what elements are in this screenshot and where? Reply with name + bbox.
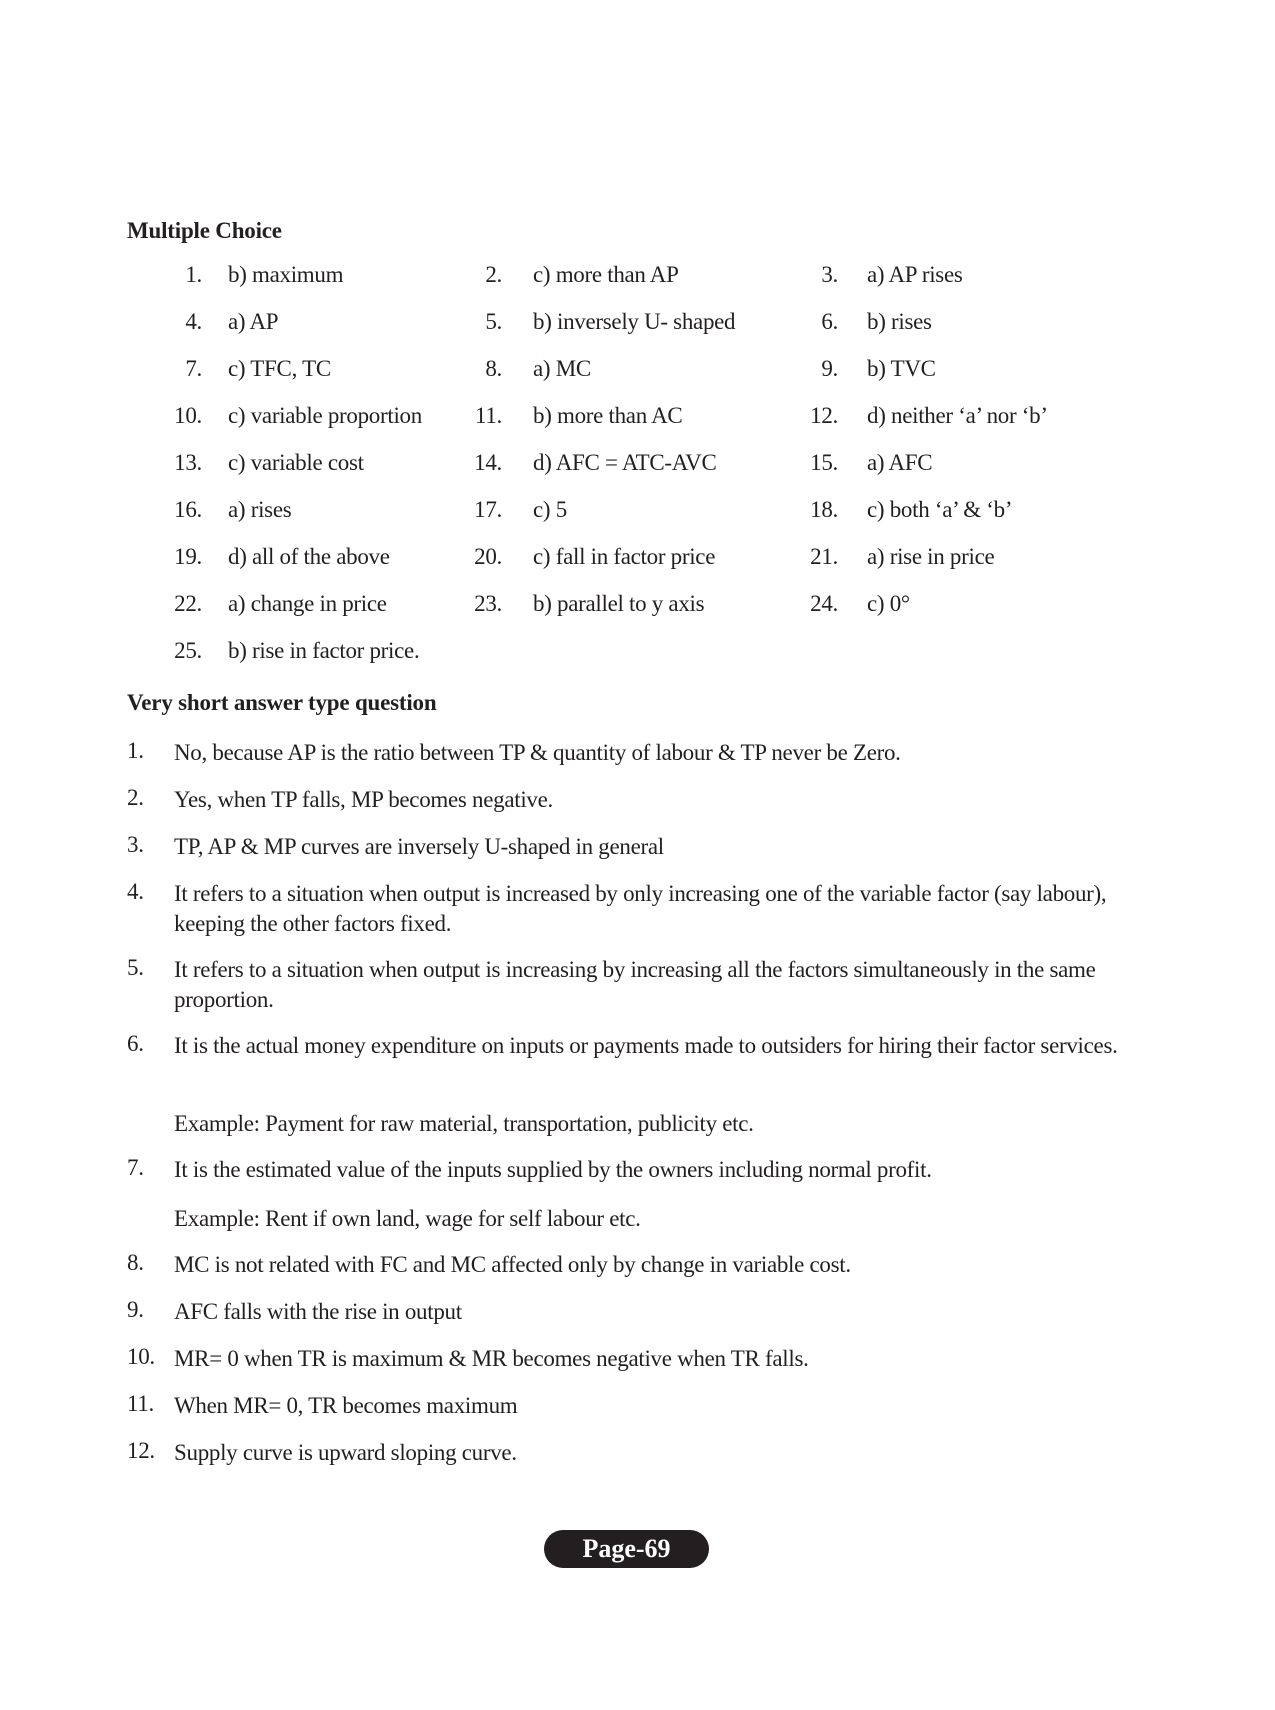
short-answer-text: It refers to a situation when output is increased by only increasing one of the variable factor (say labour), keeping the other factors fixed. [174,881,1107,936]
mc-answer-item [462,309,736,335]
mc-answer-item [162,638,420,664]
mc-answer-text: a) change in price [228,591,387,616]
mc-answer-text: d) all of the above [228,544,390,569]
mc-answer-number: 12. [810,403,838,428]
mc-answer-item [162,356,331,382]
mc-answer-item [798,356,936,382]
mc-answer-item [798,544,995,570]
mc-answer-text: b) maximum [228,262,344,287]
mc-answer-text: c) 5 [533,497,567,522]
short-answer-text: MC is not related with FC and MC affected only by change in variable cost. [174,1252,851,1277]
mc-answer-text: a) AP rises [867,262,963,287]
mc-answer-number: 8. [485,356,502,381]
short-answer-text: AFC falls with the rise in output [174,1299,462,1324]
mc-answer-number: 11. [475,403,502,428]
mc-answer-text: c) TFC, TC [228,356,331,381]
mc-answer-number: 9. [821,356,838,381]
mc-answer-item [798,591,910,617]
short-answer-text: Yes, when TP falls, MP becomes negative. [174,787,553,812]
mc-answer-text: b) inversely U- shaped [533,309,736,334]
mc-answer-number: 20. [474,544,502,569]
short-answer-text: MR= 0 when TR is maximum & MR becomes negative when TR falls. [174,1346,809,1371]
mc-answer-item [798,262,963,288]
mc-answer-item [462,497,567,523]
short-answer-number: 11. [127,1391,154,1416]
short-answer-text: When MR= 0, TR becomes maximum [174,1393,518,1418]
mc-answer-number: 5. [485,309,502,334]
mc-answer-text: c) 0° [867,591,910,616]
short-answer-number: 6. [127,1031,144,1056]
mc-answer-text: c) more than AP [533,262,679,287]
short-answer-text: It refers to a situation when output is increasing by increasing all the factors simultaneously in the same proportion. [174,957,1096,1012]
mc-answer-text: b) more than AC [533,403,683,428]
short-answer-number: 12. [127,1438,155,1463]
mc-answer-text: c) both ‘a’ & ‘b’ [867,497,1013,522]
mc-answer-text: b) rises [867,309,932,334]
short-answer-text: Supply curve is upward sloping curve. [174,1440,517,1465]
mc-answer-number: 24. [810,591,838,616]
mc-answer-number: 13. [174,450,202,475]
mc-answer-number: 22. [174,591,202,616]
short-answer-number: 10. [127,1344,155,1369]
short-answer-number: 4. [127,879,144,904]
mc-answer-number: 21. [810,544,838,569]
short-answer-text: No, because AP is the ratio between TP & quantity of labour & TP never be Zero. [174,740,901,765]
mc-answer-number: 4. [185,309,202,334]
mc-answer-item [462,262,679,288]
mc-answer-item [798,403,1048,429]
very-short-heading: Very short answer type question [127,690,437,715]
short-answer-number: 3. [127,832,144,857]
mc-answer-item [162,403,422,429]
mc-answer-number: 3. [821,262,838,287]
mc-answer-item [162,309,279,335]
mc-answer-text: a) rises [228,497,292,522]
short-answer-number: 8. [127,1250,144,1275]
mc-answer-number: 1. [185,262,202,287]
mc-answer-item [162,591,387,617]
mc-answer-item [462,544,716,570]
mc-answer-text: d) neither ‘a’ nor ‘b’ [867,403,1048,428]
short-answer-number: 1. [127,738,144,763]
mc-answer-text: a) MC [533,356,591,381]
mc-answer-text: b) rise in factor price. [228,638,420,663]
multiple-choice-heading: Multiple Choice [127,218,282,243]
mc-answer-item [162,544,390,570]
short-answer-number: 5. [127,955,144,980]
mc-answer-number: 10. [174,403,202,428]
mc-answer-number: 17. [474,497,502,522]
mc-answer-text: d) AFC = ATC-AVC [533,450,717,475]
mc-answer-item [462,403,683,429]
mc-answer-number: 16. [174,497,202,522]
mc-answer-number: 7. [185,356,202,381]
short-answer-number: 2. [127,785,144,810]
mc-answer-text: c) variable cost [228,450,364,475]
mc-answer-item [798,497,1013,523]
mc-answer-number: 6. [821,309,838,334]
short-answer-text: TP, AP & MP curves are inversely U-shaped in general [174,834,664,859]
mc-answer-item [162,262,344,288]
mc-answer-number: 15. [810,450,838,475]
short-answer-text: Example: Rent if own land, wage for self labour etc. [174,1206,641,1231]
mc-answer-text: c) variable proportion [228,403,422,428]
mc-answer-item [462,450,717,476]
mc-answer-number: 2. [485,262,502,287]
mc-answer-text: a) AP [228,309,279,334]
mc-answer-item [798,450,933,476]
mc-answer-text: a) rise in price [867,544,995,569]
mc-answer-text: a) AFC [867,450,933,475]
mc-answer-number: 23. [474,591,502,616]
mc-answer-item [462,356,591,382]
mc-answer-item [162,450,364,476]
mc-answer-item [162,497,292,523]
short-answer-text: Example: Payment for raw material, transportation, publicity etc. [174,1111,754,1136]
short-answer-number: 9. [127,1297,144,1322]
short-answer-text: It is the actual money expenditure on inputs or payments made to outsiders for hiring their factor services. [174,1033,1118,1058]
mc-answer-number: 19. [174,544,202,569]
mc-answer-number: 18. [810,497,838,522]
mc-answer-text: b) parallel to y axis [533,591,705,616]
short-answer-number: 7. [127,1155,144,1180]
mc-answer-item [462,591,705,617]
mc-answer-text: c) fall in factor price [533,544,716,569]
mc-answer-number: 14. [474,450,502,475]
page-number-badge: Page-69 [544,1530,709,1568]
mc-answer-item [798,309,932,335]
short-answer-text: It is the estimated value of the inputs supplied by the owners including normal profit. [174,1157,932,1182]
mc-answer-number: 25. [174,638,202,663]
mc-answer-text: b) TVC [867,356,936,381]
